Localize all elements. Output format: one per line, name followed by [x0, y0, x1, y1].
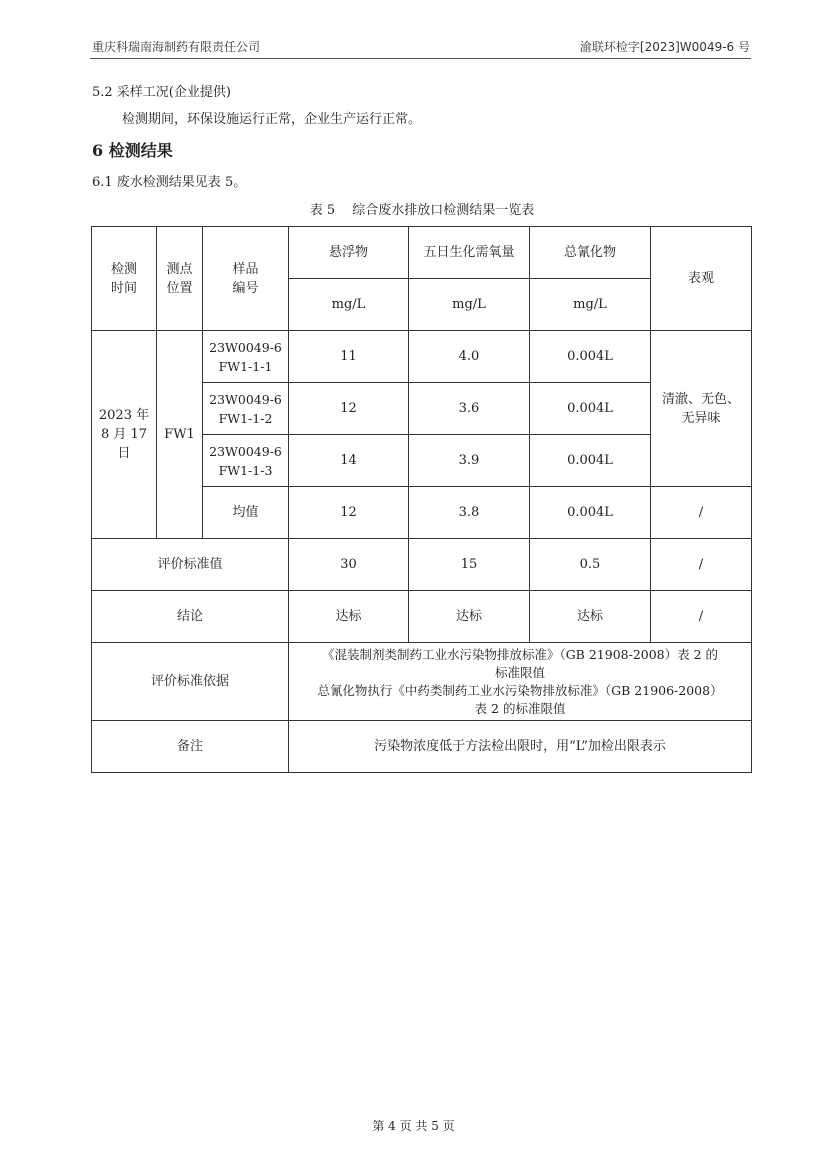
value-bod: 4.0	[409, 331, 530, 383]
basis-row	[92, 643, 752, 721]
unit-ss: mg/L	[289, 279, 409, 331]
sample-point: FW1	[157, 331, 203, 539]
header-ss: 悬浮物	[289, 227, 409, 279]
header-appearance: 表观	[651, 227, 752, 331]
value-ss: 11	[289, 331, 409, 383]
basis-text: 《混装制剂类制药工业水污染物排放标准》（GB 21908-2008）表 2 的 标准限值 总氰化物执行《中药类制药工业水污染物排放标准》（GB 21906-2008） 表 2 的标准限值	[289, 643, 752, 721]
value-bod: 3.9	[409, 435, 530, 487]
conclusion-row	[92, 591, 752, 643]
conclusion-ss: 达标	[289, 591, 409, 643]
sample-id: 23W0049-6 FW1-1-2	[203, 383, 289, 435]
standard-row	[92, 539, 752, 591]
table-caption: 表 5 综合废水排放口检测结果一览表	[309, 203, 535, 218]
standard-label: 评价标准值	[92, 539, 289, 591]
standard-bod: 15	[409, 539, 530, 591]
unit-cn: mg/L	[530, 279, 651, 331]
section-6-title: 6 检测结果	[92, 141, 173, 160]
mean-bod: 3.8	[409, 487, 530, 539]
remark-text: 污染物浓度低于方法检出限时，用“L”加检出限表示	[289, 721, 752, 773]
header-point: 测点 位置	[157, 227, 203, 331]
conclusion-cn: 达标	[530, 591, 651, 643]
header-cn: 总氰化物	[530, 227, 651, 279]
standard-cn: 0.5	[530, 539, 651, 591]
value-ss: 14	[289, 435, 409, 487]
header-time: 检测 时间	[92, 227, 157, 331]
conclusion-appearance: /	[651, 591, 752, 643]
value-cn: 0.004L	[530, 331, 651, 383]
standard-ss: 30	[289, 539, 409, 591]
value-cn: 0.004L	[530, 383, 651, 435]
mean-cn: 0.004L	[530, 487, 651, 539]
section-5-2-text: 检测期间，环保设施运行正常，企业生产运行正常。	[122, 112, 422, 127]
results-table	[91, 226, 752, 773]
section-5-2-title: 5.2 采样工况(企业提供)	[92, 85, 231, 100]
mean-ss: 12	[289, 487, 409, 539]
standard-appearance: /	[651, 539, 752, 591]
conclusion-bod: 达标	[409, 591, 530, 643]
value-bod: 3.6	[409, 383, 530, 435]
mean-label: 均值	[203, 487, 289, 539]
appearance-value: 清澈、无色、 无异味	[651, 331, 752, 487]
basis-label: 评价标准依据	[92, 643, 289, 721]
remark-row	[92, 721, 752, 773]
value-ss: 12	[289, 383, 409, 435]
value-cn: 0.004L	[530, 435, 651, 487]
section-6-1-text: 6.1 废水检测结果见表 5。	[92, 175, 247, 190]
sample-id: 23W0049-6 FW1-1-1	[203, 331, 289, 383]
conclusion-label: 结论	[92, 591, 289, 643]
company-name: 重庆科瑞南海制药有限责任公司	[92, 40, 261, 54]
sample-date: 2023 年 8 月 17 日	[92, 331, 157, 539]
mean-appearance: /	[651, 487, 752, 539]
report-number: 渝联环检字[2023]W0049-6 号	[579, 40, 750, 54]
unit-bod: mg/L	[409, 279, 530, 331]
page-header	[92, 38, 750, 58]
page-footer: 第 4 页 共 5 页	[372, 1119, 455, 1133]
sample-id: 23W0049-6 FW1-1-3	[203, 435, 289, 487]
table-header-row	[92, 227, 752, 279]
header-bod: 五日生化需氧量	[409, 227, 530, 279]
remark-label: 备注	[92, 721, 289, 773]
header-sample: 样品 编号	[203, 227, 289, 331]
table-row	[92, 331, 752, 383]
header-rule	[90, 58, 751, 59]
